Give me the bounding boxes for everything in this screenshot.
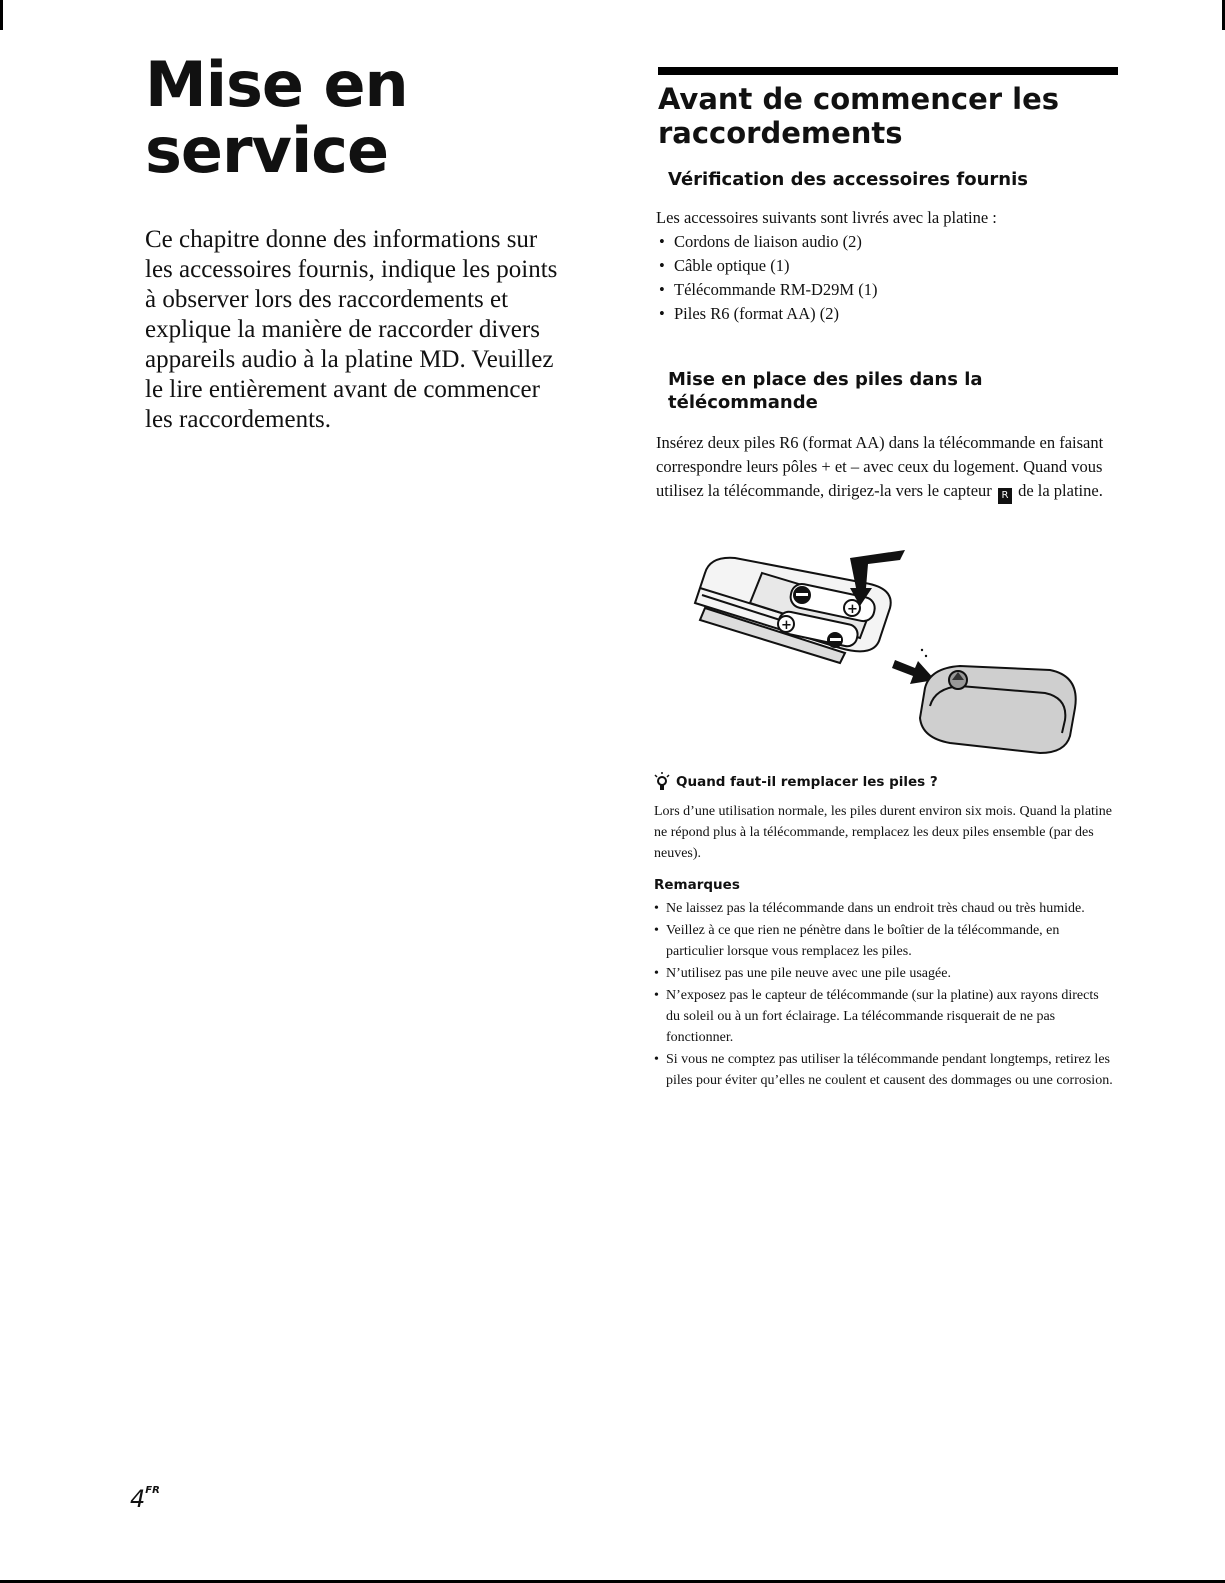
- list-item: • N’exposez pas le capteur de télécommande (sur la platine) aux rayons directs du soleil ou à un fort éclairage. La télécommande risquerait de ne pas fonctionner.: [654, 985, 1114, 1048]
- remote-sensor-icon: R: [998, 488, 1012, 504]
- page-number-suffix: FR: [145, 1485, 160, 1496]
- lightbulb-icon: [654, 772, 670, 792]
- hint-heading: [654, 772, 938, 792]
- list-item: • Câble optique (1): [656, 254, 1116, 278]
- list-item: • Télécommande RM-D29M (1): [656, 278, 1116, 302]
- batteries-text-start: Insérez deux piles R6 (format AA) dans la télécommande en faisant correspondre leurs pôles + et – avec ceux du logement. Quand vous utilisez la télécommande, dirigez-la vers le capteur: [656, 433, 1104, 500]
- svg-text:+: +: [847, 602, 858, 617]
- batteries-heading: Mise en place des piles dans la télécommande: [668, 369, 983, 413]
- page-edge-left: [0, 0, 3, 30]
- svg-text:+: +: [781, 618, 792, 633]
- accessories-intro: Les accessoires suivants sont livrés avec la platine :: [656, 208, 997, 227]
- chapter-intro: Ce chapitre donne des informations sur les accessoires fournis, indique les points à observer lors des raccordements et explique la manière de raccorder divers appareils audio à la platine MD. Veuillez le lire entièrement avant de commencer les raccordements.: [145, 226, 558, 433]
- accessories-list: [656, 230, 1116, 326]
- section-title: Avant de commencer les raccordements: [658, 82, 1060, 150]
- notes-heading: Remarques: [654, 877, 740, 893]
- hint-text: Lors d’une utilisation normale, les piles durent environ six mois. Quand la platine ne répond plus à la télécommande, remplacez les deux piles ensemble (par des neuves).: [654, 804, 1113, 861]
- page-number: [130, 1485, 160, 1513]
- accessories-block: [656, 206, 1116, 326]
- list-item: • Ne laissez pas la télécommande dans un endroit très chaud ou très humide.: [654, 898, 1114, 919]
- battery-cover: [920, 666, 1076, 753]
- list-item: • Veillez à ce que rien ne pénètre dans le boîtier de la télécommande, en particulier lorsque vous remplacez les piles.: [654, 920, 1114, 962]
- list-item: • Cordons de liaison audio (2): [656, 230, 1116, 254]
- notes-list: [654, 898, 1114, 1091]
- section-rule: [658, 67, 1118, 75]
- batteries-text: [656, 431, 1116, 504]
- list-item: • N’utilisez pas une pile neuve avec une pile usagée.: [654, 963, 1114, 984]
- batteries-text-end: de la platine.: [1018, 481, 1103, 500]
- page-number-value: 4: [130, 1485, 146, 1513]
- chapter-title: Mise en service: [145, 48, 408, 187]
- hint-heading-text: Quand faut-il remplacer les piles ?: [676, 774, 938, 790]
- accessories-heading: Vérification des accessoires fournis: [668, 169, 1028, 190]
- notes-block: [654, 898, 1114, 1092]
- list-item: • Piles R6 (format AA) (2): [656, 302, 1116, 326]
- battery-installation-illustration: [690, 548, 1090, 763]
- list-item: • Si vous ne comptez pas utiliser la télécommande pendant longtemps, retirez les piles pour éviter qu’elles ne coulent et causent des dommages ou une corrosion.: [654, 1049, 1114, 1091]
